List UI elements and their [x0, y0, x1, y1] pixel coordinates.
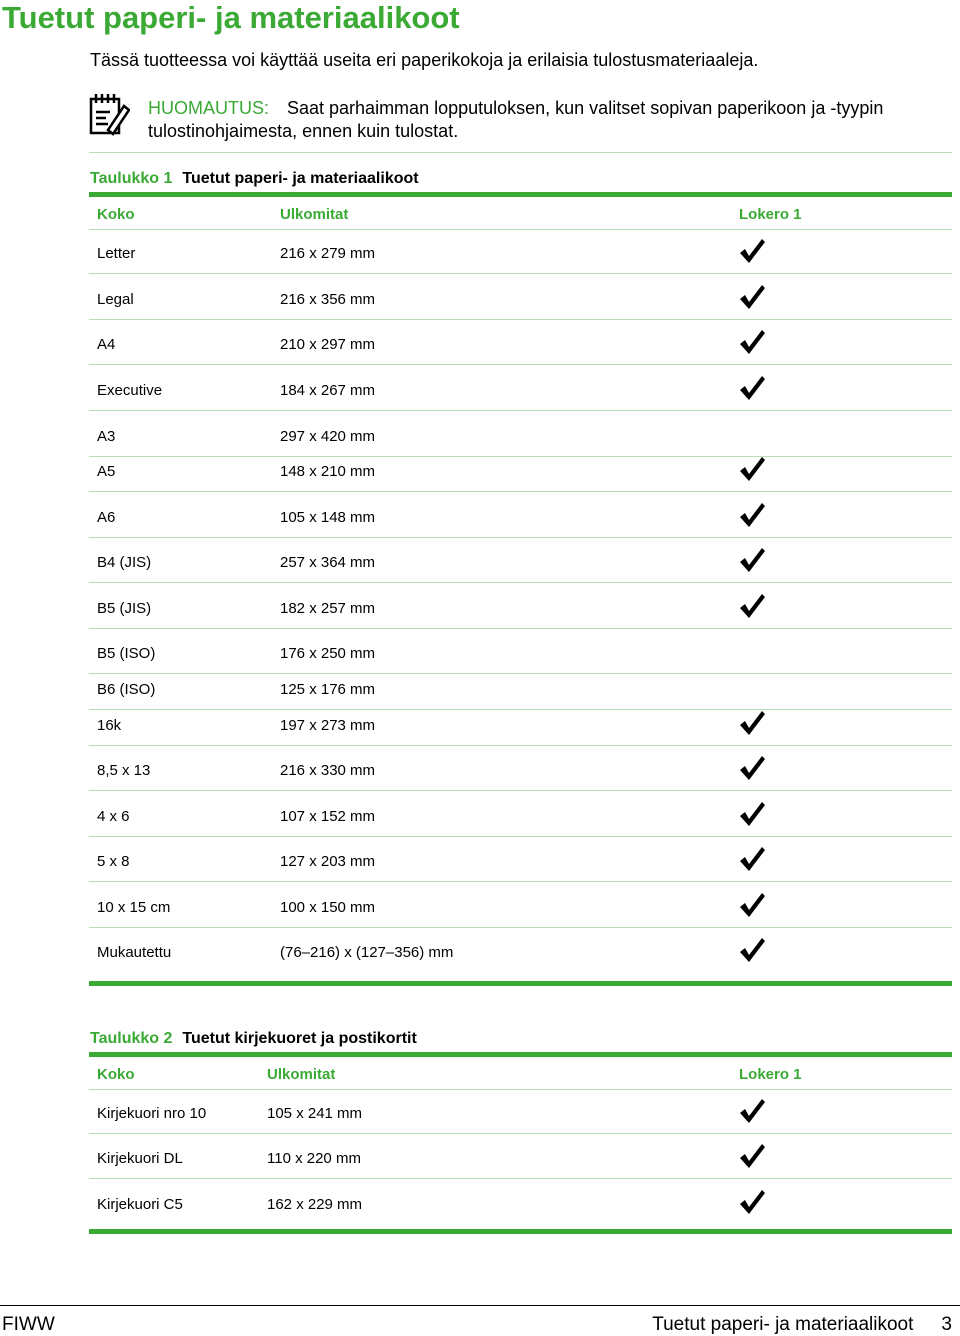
checkmark-icon: [737, 327, 767, 357]
table2-top-rule: [89, 1052, 952, 1057]
size-cell: A5: [97, 463, 116, 480]
dimensions-cell: 182 x 257 mm: [280, 600, 376, 617]
size-cell: 10 x 15 cm: [97, 899, 171, 916]
size-cell: 5 x 8: [97, 853, 130, 870]
page-title: Tuetut paperi- ja materiaalikoot: [2, 0, 460, 35]
table2-header-tray1: Lokero 1: [739, 1066, 802, 1083]
table2-header-size: Koko: [97, 1066, 135, 1083]
row-separator: [89, 836, 952, 837]
row-separator: [89, 745, 952, 746]
table1-caption-title: Tuetut paperi- ja materiaalikoot: [182, 170, 419, 187]
row-separator: [89, 673, 952, 674]
table1-caption-number: Taulukko 1: [90, 170, 173, 187]
checkmark-icon: [737, 236, 767, 266]
dimensions-cell: 162 x 229 mm: [267, 1196, 363, 1213]
note: [148, 97, 948, 143]
size-cell: B4 (JIS): [97, 554, 152, 571]
size-cell: Kirjekuori C5: [97, 1196, 183, 1213]
checkmark-icon: [737, 844, 767, 874]
size-cell: A3: [97, 428, 116, 445]
footer-rule: [0, 1305, 960, 1306]
note-divider: [89, 152, 952, 153]
size-cell: 16k: [97, 717, 122, 734]
checkmark-icon: [737, 591, 767, 621]
row-separator: [89, 927, 952, 928]
dimensions-cell: 197 x 273 mm: [280, 717, 376, 734]
size-cell: A6: [97, 509, 116, 526]
row-separator: [89, 456, 952, 457]
dimensions-cell: 127 x 203 mm: [280, 853, 376, 870]
checkmark-icon: [737, 373, 767, 403]
size-cell: Kirjekuori nro 10: [97, 1105, 207, 1122]
size-cell: Mukautettu: [97, 944, 172, 961]
note-pencil-icon: [88, 92, 130, 136]
dimensions-cell: 257 x 364 mm: [280, 554, 376, 571]
intro-text: Tässä tuotteessa voi käyttää useita eri paperikokoja ja erilaisia tulostusmateriaaleja.: [90, 50, 759, 70]
size-cell: Legal: [97, 291, 134, 308]
row-separator: [89, 364, 952, 365]
table1-header-size: Koko: [97, 206, 135, 223]
row-separator: [89, 410, 952, 411]
table1-header-tray1: Lokero 1: [739, 206, 802, 223]
row-separator: [89, 582, 952, 583]
checkmark-icon: [737, 1141, 767, 1171]
dimensions-cell: 210 x 297 mm: [280, 336, 376, 353]
row-separator: [89, 790, 952, 791]
size-cell: B5 (JIS): [97, 600, 152, 617]
size-cell: B5 (ISO): [97, 645, 156, 662]
dimensions-cell: 105 x 241 mm: [267, 1105, 363, 1122]
dimensions-cell: 110 x 220 mm: [267, 1150, 361, 1167]
dimensions-cell: 184 x 267 mm: [280, 382, 376, 399]
table1-bottom-rule: [89, 981, 952, 986]
row-separator: [89, 709, 952, 710]
dimensions-cell: 148 x 210 mm: [280, 463, 376, 480]
header-separator: [89, 1089, 952, 1090]
checkmark-icon: [737, 454, 767, 484]
header-separator: [89, 229, 952, 230]
table1-top-rule: [89, 192, 952, 197]
checkmark-icon: [737, 545, 767, 575]
footer-left: FIWW: [2, 1314, 55, 1335]
size-cell: Letter: [97, 245, 136, 262]
checkmark-icon: [737, 1187, 767, 1217]
dimensions-cell: 297 x 420 mm: [280, 428, 376, 445]
footer-title: Tuetut paperi- ja materiaalikoot: [652, 1314, 914, 1335]
checkmark-icon: [737, 708, 767, 738]
dimensions-cell: (76–216) x (127–356) mm: [280, 944, 454, 961]
note-label: HUOMAUTUS:: [148, 98, 269, 118]
dimensions-cell: 105 x 148 mm: [280, 509, 376, 526]
table1-caption: [90, 170, 419, 188]
row-separator: [89, 319, 952, 320]
size-cell: 8,5 x 13: [97, 762, 151, 779]
row-separator: [89, 1133, 952, 1134]
table2-caption: [90, 1030, 417, 1048]
table2-caption-title: Tuetut kirjekuoret ja postikortit: [182, 1030, 417, 1047]
checkmark-icon: [737, 890, 767, 920]
table2-caption-number: Taulukko 2: [90, 1030, 173, 1047]
checkmark-icon: [737, 935, 767, 965]
row-separator: [89, 537, 952, 538]
checkmark-icon: [737, 500, 767, 530]
dimensions-cell: 216 x 330 mm: [280, 762, 376, 779]
dimensions-cell: 216 x 279 mm: [280, 245, 376, 262]
size-cell: A4: [97, 336, 116, 353]
size-cell: Kirjekuori DL: [97, 1150, 183, 1167]
footer-right: [652, 1314, 952, 1336]
dimensions-cell: 125 x 176 mm: [280, 681, 376, 698]
checkmark-icon: [737, 282, 767, 312]
checkmark-icon: [737, 1096, 767, 1126]
dimensions-cell: 176 x 250 mm: [280, 645, 376, 662]
page-number: 3: [941, 1314, 952, 1335]
row-separator: [89, 628, 952, 629]
table2-bottom-rule: [89, 1229, 952, 1234]
row-separator: [89, 1178, 952, 1179]
table1-header-dims: Ulkomitat: [280, 206, 349, 223]
size-cell: Executive: [97, 382, 163, 399]
row-separator: [89, 491, 952, 492]
checkmark-icon: [737, 799, 767, 829]
row-separator: [89, 273, 952, 274]
dimensions-cell: 100 x 150 mm: [280, 899, 376, 916]
dimensions-cell: 216 x 356 mm: [280, 291, 376, 308]
row-separator: [89, 881, 952, 882]
size-cell: B6 (ISO): [97, 681, 156, 698]
dimensions-cell: 107 x 152 mm: [280, 808, 376, 825]
checkmark-icon: [737, 753, 767, 783]
size-cell: 4 x 6: [97, 808, 130, 825]
note-text: Saat parhaimman lopputuloksen, kun valitset sopivan paperikoon ja -tyypin tulostinohjaimesta, ennen kuin tulostat.: [148, 98, 884, 141]
table2-header-dims: Ulkomitat: [267, 1066, 336, 1083]
